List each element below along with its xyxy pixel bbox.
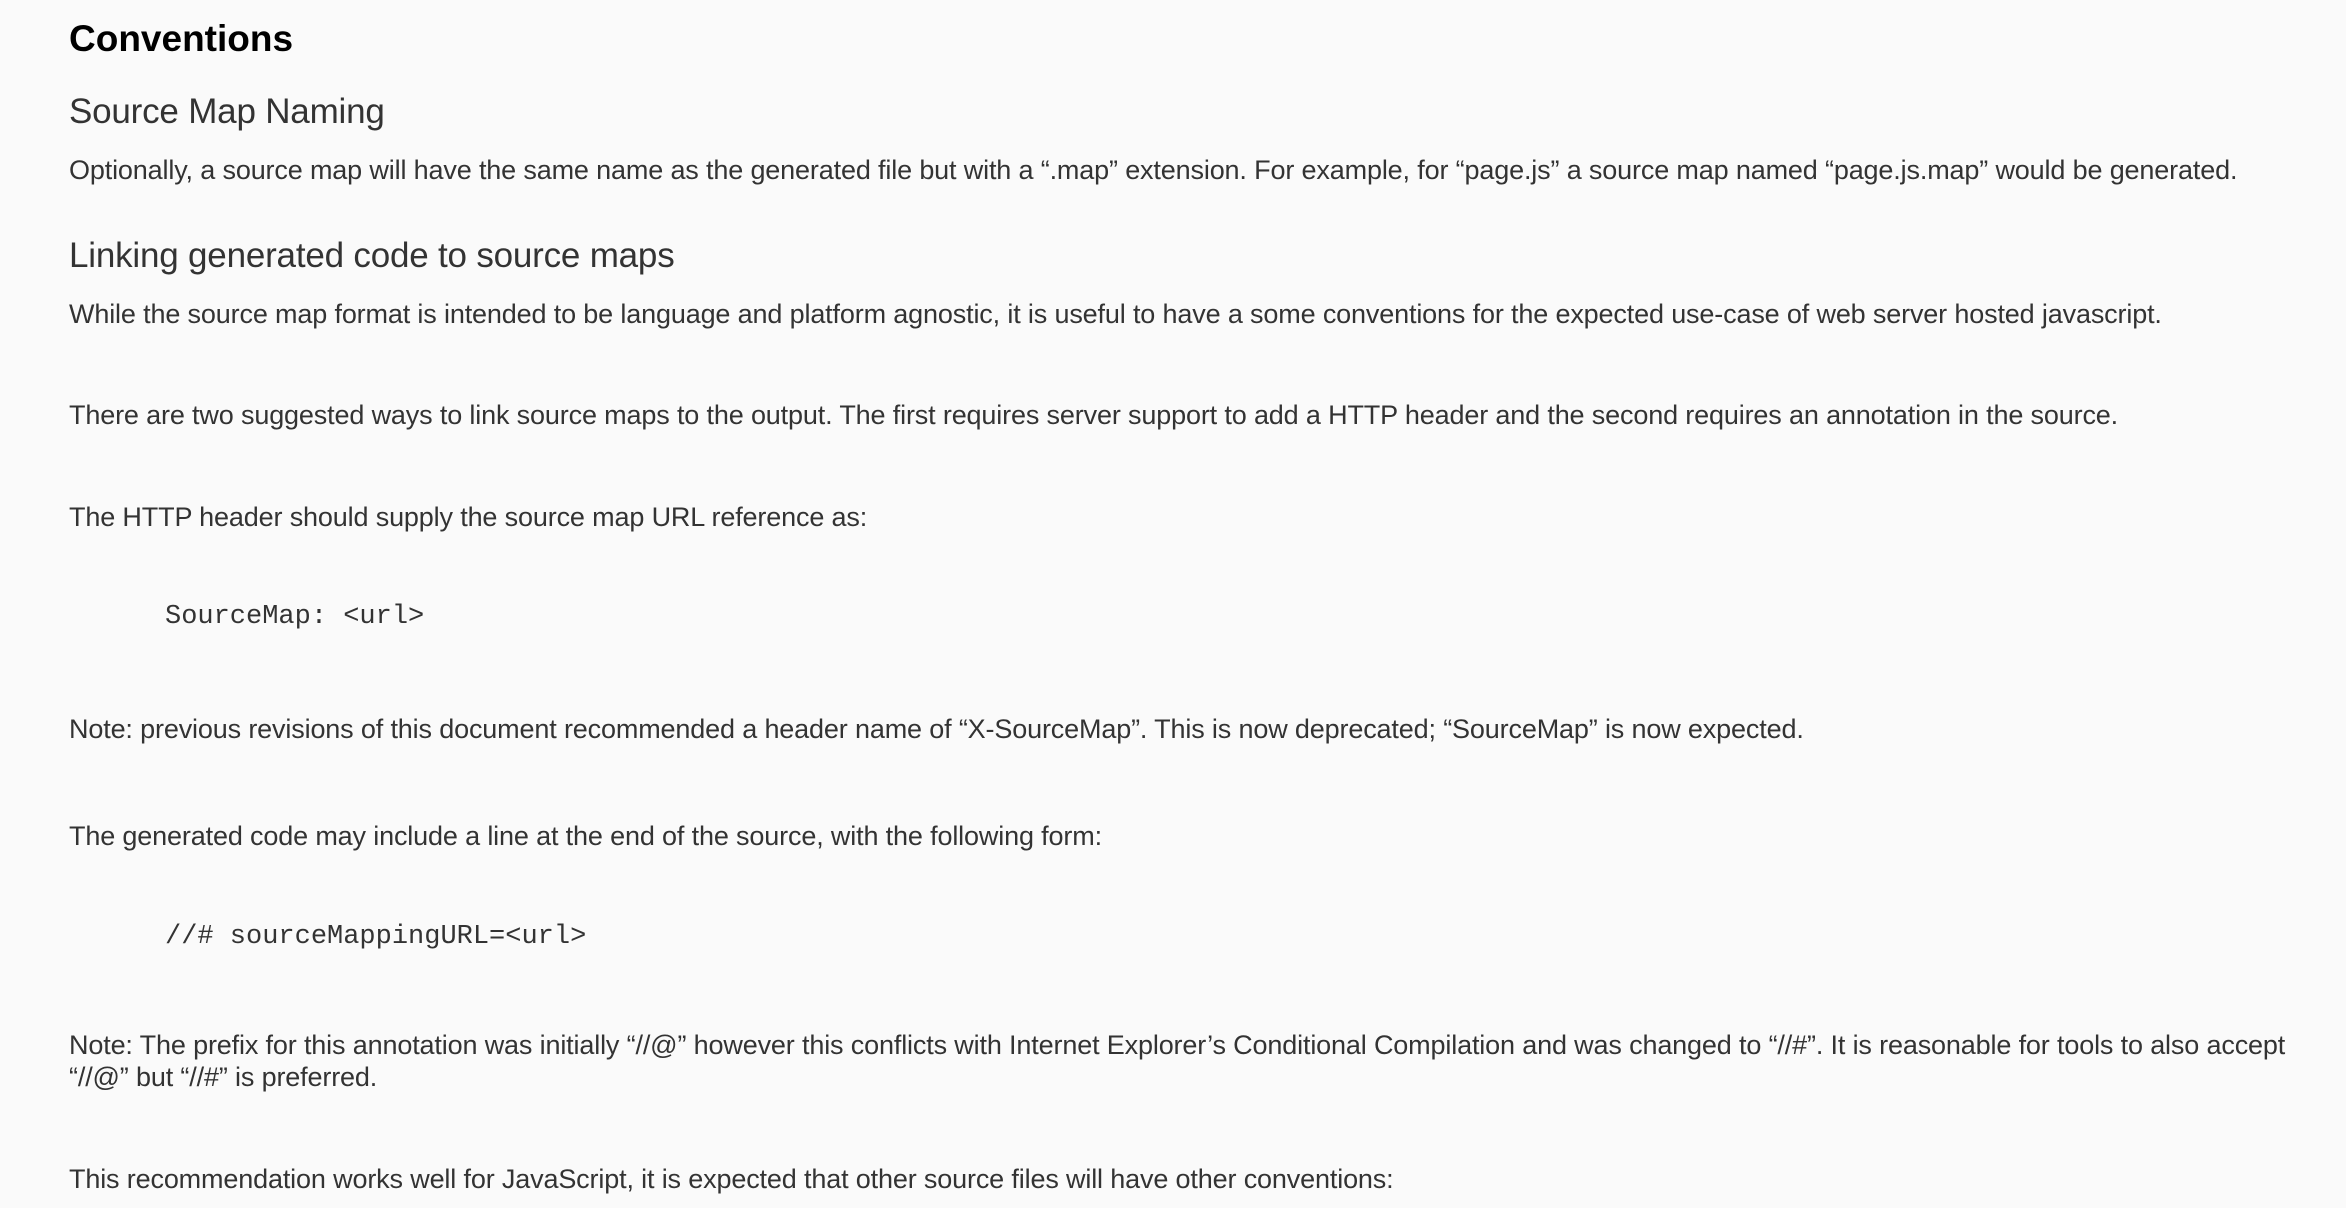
paragraph-generated-code: The generated code may include a line at the end of the source, with the following form:: [69, 821, 1102, 851]
section-heading-source-map-naming: Source Map Naming: [69, 92, 385, 131]
paragraph-deprecation-note: Note: previous revisions of this document recommended a header name of “X-SourceMap”. This is now deprecated; “SourceMap” is now expected.: [69, 714, 1804, 744]
paragraph-http-header: The HTTP header should supply the source map URL reference as:: [69, 502, 868, 532]
paragraph-two-ways: There are two suggested ways to link source maps to the output. The first requires server support to add a HTTP header and the second requires an annotation in the source.: [69, 400, 2119, 430]
paragraph-prefix-note: Note: The prefix for this annotation was initially “//@” however this conflicts with Internet Explorer’s Conditional Compilation and was changed to “//#”. It is reasonable for tools to also accept “//@” but “//#” is preferred.: [69, 1030, 2286, 1092]
section-heading-linking: Linking generated code to source maps: [69, 236, 675, 275]
code-sample-sourcemap-header: SourceMap: <url>: [165, 602, 425, 632]
page-title: Conventions: [69, 18, 294, 59]
paragraph-recommendation: This recommendation works well for JavaScript, it is expected that other source files will have other conventions:: [69, 1164, 1394, 1194]
paragraph-naming: Optionally, a source map will have the same name as the generated file but with a “.map” extension. For example, for “page.js” a source map named “page.js.map” would be generated.: [69, 155, 2238, 185]
code-sample-sourcemappingurl: //# sourceMappingURL=<url>: [165, 922, 587, 952]
paragraph-agnostic: While the source map format is intended to be language and platform agnostic, it is useful to have a some conventions for the expected use-case of web server hosted javascript.: [69, 299, 2162, 329]
